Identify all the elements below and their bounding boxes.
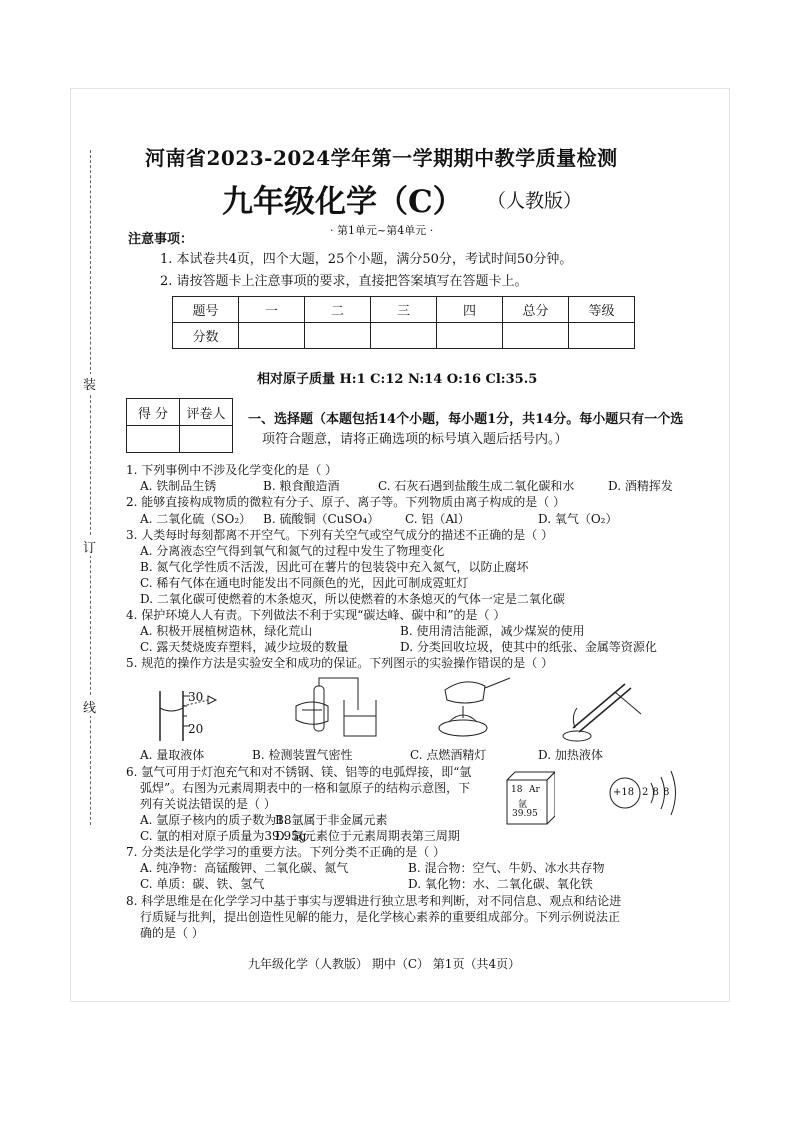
option: D. 氧气（O₂）: [538, 512, 618, 526]
binding-char-xian: 线: [83, 697, 96, 716]
question-5: 5. 规范的操作方法是实验安全和成功的保证。下列图示的实验操作错误的是（ ）: [126, 656, 554, 670]
notes-heading: 注意事项：: [128, 232, 194, 247]
option: A. 分离液态空气得到氧气和氮气的过程中发生了物理变化: [140, 544, 445, 558]
option: A. 铁制品生锈: [140, 479, 217, 493]
score-cell: [305, 323, 371, 349]
score-header-cell: 题号: [173, 297, 239, 323]
score-cell: [437, 323, 503, 349]
grader-name-label: 评卷人: [180, 399, 233, 426]
option: A. 量取液体: [140, 748, 205, 762]
score-header-cell: 三: [371, 297, 437, 323]
option: B. 硫酸铜（CuSO₄）: [263, 512, 380, 526]
figure-alcohol-lamp: [425, 672, 525, 744]
binding-line: [90, 150, 91, 385]
binding-line: [90, 390, 91, 535]
exam-subtitle: 九年级化学（C）: [222, 184, 464, 220]
option: D. 加热液体: [538, 748, 603, 762]
score-header-cell: 等级: [569, 297, 635, 323]
question-3: 3. 人类每时每刻都离不开空气。下列有关空气或空气成分的描述不正确的是（ ）: [126, 528, 554, 542]
option: B. 氮气化学性质不活泼，因此可在薯片的包装袋中充入氮气，以防止腐坏: [140, 560, 529, 574]
score-row-label: 分数: [173, 323, 239, 349]
question-8: 8. 科学思维是在化学学习中基于事实与逻辑进行独立思考和判断，对不同信息、观点和结论进: [126, 894, 622, 908]
figure-airtightness-test: [288, 676, 388, 746]
question-7: 7. 分类法是化学学习的重要方法。下列分类不正确的是（ ）: [126, 845, 446, 859]
section1-heading: 一、选择题（本题包括14个小题，每小题1分，共14分。每小题只有一个选: [248, 412, 684, 427]
figure-measuring-cylinder: [150, 686, 220, 746]
score-cell: [371, 323, 437, 349]
exam-edition: （人教版）: [487, 190, 583, 212]
cylinder-scale-label: 30: [188, 690, 204, 704]
option: B. 氩属于非金属元素: [275, 813, 388, 827]
binding-char-ding: 订: [83, 537, 96, 556]
element-symbol: Ar: [529, 785, 540, 795]
score-cell: [239, 323, 305, 349]
atomic-mass-line: 相对原子质量 H:1 C:12 N:14 O:16 Cl:35.5: [257, 372, 538, 387]
score-cell: [503, 323, 569, 349]
option: D. 氧化物：水、二氧化碳、氧化铁: [408, 877, 593, 891]
option: B. 使用清洁能源，减少煤炭的使用: [400, 624, 585, 638]
exam-title: 河南省2023-2024学年第一学期期中教学质量检测: [145, 146, 618, 170]
option: C. 石灰石遇到盐酸生成二氧化碳和水: [378, 479, 575, 493]
option: D. 氩元素位于元素周期表第三周期: [275, 829, 460, 843]
option: D. 二氧化碳可使燃着的木条熄灭，所以使燃着的木条熄灭的气体一定是二氧化碳: [140, 592, 565, 606]
binding-line: [90, 705, 91, 825]
score-cell: [569, 323, 635, 349]
option: C. 氩的相对原子质量为39.95g: [140, 829, 307, 843]
score-header-cell: 总分: [503, 297, 569, 323]
option: A. 氩原子核内的质子数为18: [140, 813, 292, 827]
score-header-cell: 二: [305, 297, 371, 323]
element-number: 18: [511, 785, 523, 795]
question-1: 1. 下列事例中不涉及化学变化的是（ ）: [126, 463, 338, 477]
option: D. 酒精挥发: [608, 479, 673, 493]
question-6: 6. 氩气可用于灯泡充气和对不锈钢、镁、铝等的电弧焊接，即“氩: [126, 765, 472, 779]
question-2: 2. 能够直接构成物质的微粒有分子、原子、离子等。下列物质由离子构成的是（ ）: [126, 495, 566, 509]
grader-table: [126, 398, 233, 453]
option: C. 铝（Al）: [405, 512, 470, 526]
option: B. 混合物：空气、牛奶、冰水共存物: [408, 861, 605, 875]
grader-score-label: 得 分: [127, 399, 180, 426]
score-header-cell: 一: [239, 297, 305, 323]
question-8-cont: 行质疑与批判，提出创造性见解的能力，是化学核心素养的重要组成部分。下列示例说法正: [140, 910, 621, 924]
grader-name-cell: [180, 426, 233, 453]
option: C. 露天焚烧废弃塑料，减少垃圾的数量: [140, 640, 349, 654]
score-header-cell: 四: [437, 297, 503, 323]
grader-score-cell: [127, 426, 180, 453]
page-footer: 九年级化学（人教版） 期中（C） 第1页（共4页）: [248, 957, 521, 971]
option: A. 纯净物：高锰酸钾、二氧化碳、氮气: [140, 861, 349, 875]
element-mass: 39.95: [512, 809, 538, 819]
section1-heading-cont: 项符合题意，请将正确选项的标号填入题后括号内。）: [262, 432, 568, 447]
note-item: 2. 请按答题卡上注意事项的要求，直接把答案填写在答题卡上。: [160, 274, 528, 289]
element-name: 氩: [518, 800, 528, 810]
question-8-cont: 确的是（ ）: [140, 926, 204, 940]
exam-units: · 第1单元~第4单元 ·: [330, 224, 434, 237]
figure-heating-liquid: [555, 672, 655, 744]
option: C. 单质：碳、铁、氢气: [140, 877, 265, 891]
question-6-cont: 列有关说法错误的是（ ）: [140, 797, 276, 811]
question-4: 4. 保护环境人人有责。下列做法不利于实现“碳达峰、碳中和”的是（ ）: [126, 608, 506, 622]
option: A. 二氧化硫（SO₂）: [140, 512, 252, 526]
score-table: [172, 296, 635, 349]
cylinder-scale-label: 20: [188, 722, 204, 736]
option: A. 积极开展植树造林，绿化荒山: [140, 624, 313, 638]
option: C. 稀有气体在通电时能发出不同颜色的光，因此可制成霓虹灯: [140, 576, 469, 590]
score-table-header-row: [173, 297, 635, 323]
atom-nucleus-label: +18: [613, 787, 635, 798]
option: D. 分类回收垃圾，使其中的纸张、金属等资源化: [400, 640, 657, 654]
option: B. 粮食酿造酒: [263, 479, 340, 493]
question-6-cont: 弧焊”。右图为元素周期表中的一格和氩原子的结构示意图，下: [140, 781, 471, 795]
atom-shells-label: 2 8 8: [642, 787, 670, 798]
option: C. 点燃酒精灯: [410, 748, 487, 762]
score-table-score-row: [173, 323, 635, 349]
note-item: 1. 本试卷共4页，四个大题，25个小题，满分50分，考试时间50分钟。: [160, 252, 573, 267]
binding-char-zhuang: 装: [83, 374, 96, 393]
option: B. 检测装置气密性: [252, 748, 353, 762]
binding-line: [90, 545, 91, 695]
